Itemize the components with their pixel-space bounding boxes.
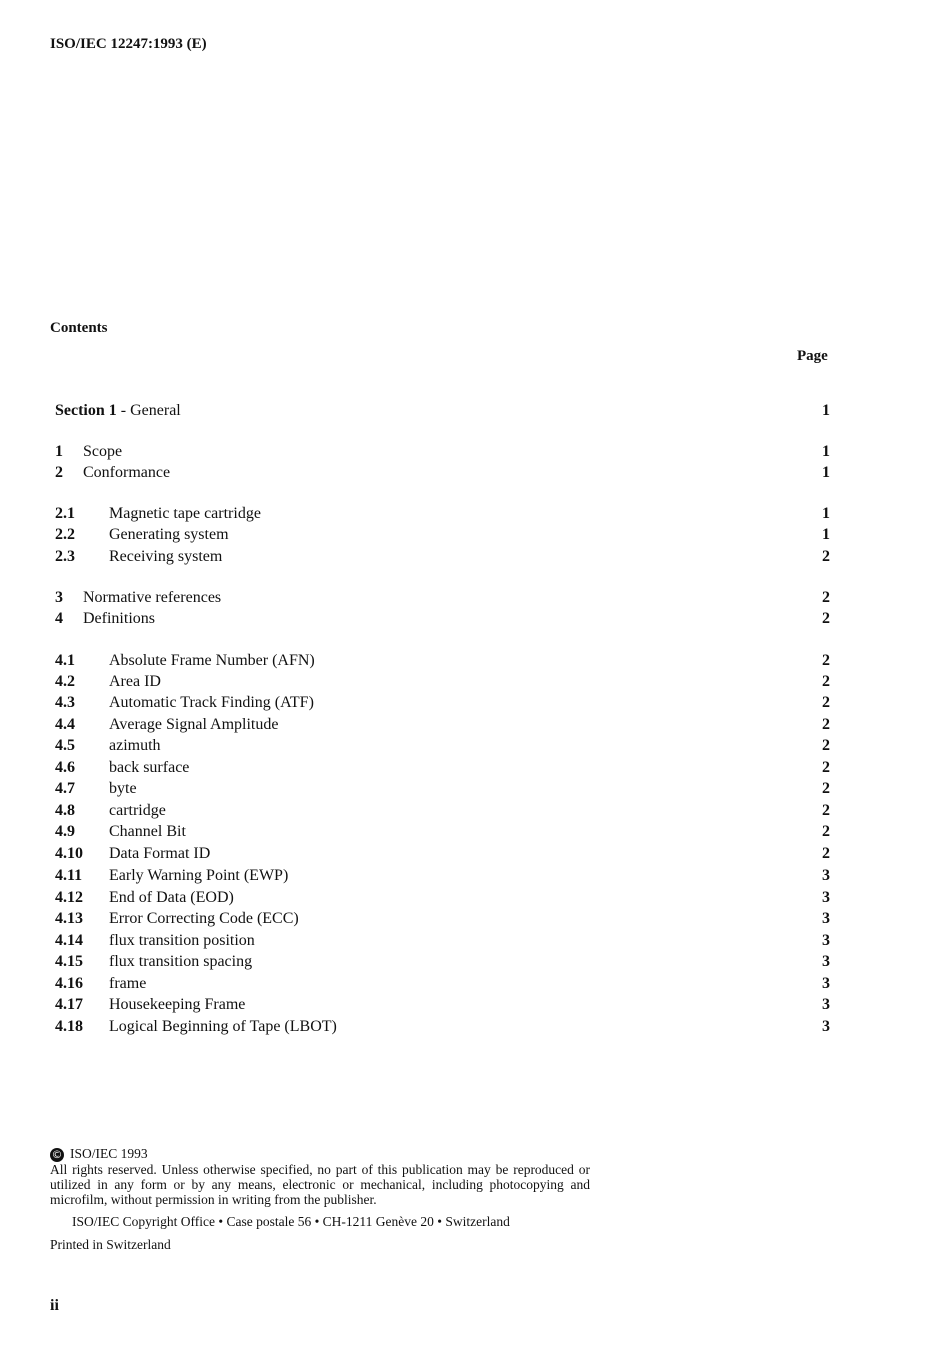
toc-entry-title: Error Correcting Code (ECC) <box>109 910 299 927</box>
toc-entry-page: 3 <box>822 867 830 884</box>
toc-entry-number: 4.10 <box>55 845 83 862</box>
toc-entry[interactable] <box>55 608 830 629</box>
toc-entry-page: 1 <box>822 505 830 522</box>
toc-entry-page: 1 <box>822 443 830 460</box>
toc-entry-title: flux transition spacing <box>109 953 253 970</box>
toc-entry[interactable] <box>55 800 830 821</box>
toc-entry[interactable] <box>55 930 830 951</box>
page-number: ii <box>50 1297 59 1314</box>
toc-entry-page: 2 <box>822 652 830 669</box>
toc-entry-page: 2 <box>822 548 830 565</box>
toc-entry-title: azimuth <box>109 737 161 754</box>
toc-entry-number: 4.12 <box>55 889 83 906</box>
toc-entry-number: 4.5 <box>55 737 75 754</box>
toc-entry-page: 3 <box>822 975 830 992</box>
toc-entry[interactable] <box>55 821 830 842</box>
toc-entry-number: 4.4 <box>55 716 75 733</box>
toc-entry-number: 4.2 <box>55 673 75 690</box>
toc-entry-page: 1 <box>822 526 830 543</box>
toc-entry-title: Conformance <box>83 464 171 481</box>
toc-entry-page: 2 <box>822 737 830 754</box>
toc-entry[interactable] <box>55 994 830 1015</box>
toc-entry-number: 4.6 <box>55 759 75 776</box>
toc-entry-number: 4.16 <box>55 975 83 992</box>
toc-entry-page: 3 <box>822 910 830 927</box>
toc-section-row[interactable] <box>55 400 830 421</box>
toc-entry-title: End of Data (EOD) <box>109 889 234 906</box>
toc-entry-page: 2 <box>822 589 830 606</box>
rights-statement: All rights reserved. Unless otherwise specified, no part of this publication may be reproduced or utilized in any form or by any means, electronic or mechanical, including photocopying and microfilm, without permission in writing from the publisher. <box>50 1161 590 1207</box>
toc-entry-title: Absolute Frame Number (AFN) <box>109 652 315 669</box>
toc-entry-title: byte <box>109 780 137 797</box>
toc-entry-number: 4.1 <box>55 652 75 669</box>
toc-entry-title: Channel Bit <box>109 823 186 840</box>
toc-entry-title: Definitions <box>83 610 155 627</box>
toc-entry-page: 2 <box>822 802 830 819</box>
toc-entry-number: 4.13 <box>55 910 83 927</box>
toc-entry[interactable] <box>55 757 830 778</box>
toc-entry[interactable] <box>55 887 830 908</box>
copyright-office: ISO/IEC Copyright Office • Case postale 56 • CH-1211 Genève 20 • Switzerland <box>72 1214 510 1229</box>
toc-entry-page: 3 <box>822 932 830 949</box>
toc-entry-page: 3 <box>822 889 830 906</box>
toc-entry[interactable] <box>55 973 830 994</box>
toc-entry-number: 4.11 <box>55 867 83 884</box>
toc-entry-number: 4.7 <box>55 780 75 797</box>
toc-entry-title: Logical Beginning of Tape (LBOT) <box>109 1018 337 1035</box>
toc-entry-number: 2.3 <box>55 548 75 565</box>
toc-entry-page: 2 <box>822 823 830 840</box>
toc-entry-page: 2 <box>822 759 830 776</box>
toc-entry[interactable] <box>55 951 830 972</box>
toc-entry-page: 3 <box>822 953 830 970</box>
toc-entry-number: 4.17 <box>55 996 83 1013</box>
toc-entry-number: 4.8 <box>55 802 75 819</box>
toc-entry[interactable] <box>55 865 830 886</box>
toc-entry-number: 4.15 <box>55 953 83 970</box>
toc-entry-page: 2 <box>822 716 830 733</box>
toc-entry-number: 4.14 <box>55 932 83 949</box>
toc-entry-number: 1 <box>55 443 63 460</box>
toc-entry-number: 4 <box>55 610 63 627</box>
toc-entry-title: Housekeeping Frame <box>109 996 246 1013</box>
toc-entry-title: Normative references <box>83 589 222 606</box>
toc-entry-page: 2 <box>822 780 830 797</box>
toc-entry-title: Early Warning Point (EWP) <box>109 867 289 884</box>
toc-entry[interactable] <box>55 441 830 462</box>
toc-entry[interactable] <box>55 908 830 929</box>
toc-entry-number: 2.2 <box>55 526 75 543</box>
contents-heading: Contents <box>50 320 108 336</box>
toc-entry-title: back surface <box>109 759 190 776</box>
toc-entry[interactable] <box>55 524 830 545</box>
toc-entry-number: 4.18 <box>55 1018 83 1035</box>
toc-entry[interactable] <box>55 778 830 799</box>
document-header: ISO/IEC 12247:1993 (E) <box>50 36 207 52</box>
copyright-block <box>50 1146 590 1207</box>
toc-entry-title: Magnetic tape cartridge <box>109 505 261 522</box>
toc-entry-number: 2.1 <box>55 505 75 522</box>
copyright-icon: © <box>51 1147 63 1161</box>
toc-entry[interactable] <box>55 671 830 692</box>
page-column-label: Page <box>797 348 828 364</box>
toc-entry-title: Average Signal Amplitude <box>109 716 279 733</box>
toc-entry[interactable] <box>55 462 830 483</box>
toc-entry[interactable] <box>55 692 830 713</box>
toc-entry-title: Generating system <box>109 526 229 543</box>
toc-entry[interactable] <box>55 546 830 567</box>
toc-entry[interactable] <box>55 1016 830 1037</box>
printed-in: Printed in Switzerland <box>50 1237 171 1252</box>
toc-entry-title: Automatic Track Finding (ATF) <box>109 694 314 711</box>
toc-entry-page: 2 <box>822 610 830 627</box>
toc-entry[interactable] <box>55 714 830 735</box>
toc-entry-title: flux transition position <box>109 932 255 949</box>
toc-entry[interactable] <box>55 843 830 864</box>
copyright-line: © ISO/IEC 1993 <box>51 1146 148 1161</box>
toc-entry-title: frame <box>109 975 147 992</box>
toc-entry-page: 2 <box>822 694 830 711</box>
toc-entry-page: 3 <box>822 996 830 1013</box>
toc-entry-title: Data Format ID <box>109 845 211 862</box>
toc-entry[interactable] <box>55 650 830 671</box>
toc-entry-title: Scope <box>83 443 123 460</box>
toc-entry-title: Receiving system <box>109 548 223 565</box>
toc-entry-title: Area ID <box>109 673 161 690</box>
toc-entry[interactable] <box>55 735 830 756</box>
toc-entry-number: 4.9 <box>55 823 75 840</box>
toc-entry-number: 3 <box>55 589 63 606</box>
toc-entry-number: 2 <box>55 464 63 481</box>
toc-entry-page: 3 <box>822 1018 830 1035</box>
section-page: 1 <box>822 402 830 419</box>
toc-entry[interactable] <box>55 503 830 524</box>
toc-entry-number: 4.3 <box>55 694 75 711</box>
toc-entry-page: 1 <box>822 464 830 481</box>
toc-entry-page: 2 <box>822 673 830 690</box>
toc-entry-title: cartridge <box>109 802 166 819</box>
section-title: Section 1 - General <box>55 402 181 419</box>
toc-entry[interactable] <box>55 587 830 608</box>
toc-entry-page: 2 <box>822 845 830 862</box>
